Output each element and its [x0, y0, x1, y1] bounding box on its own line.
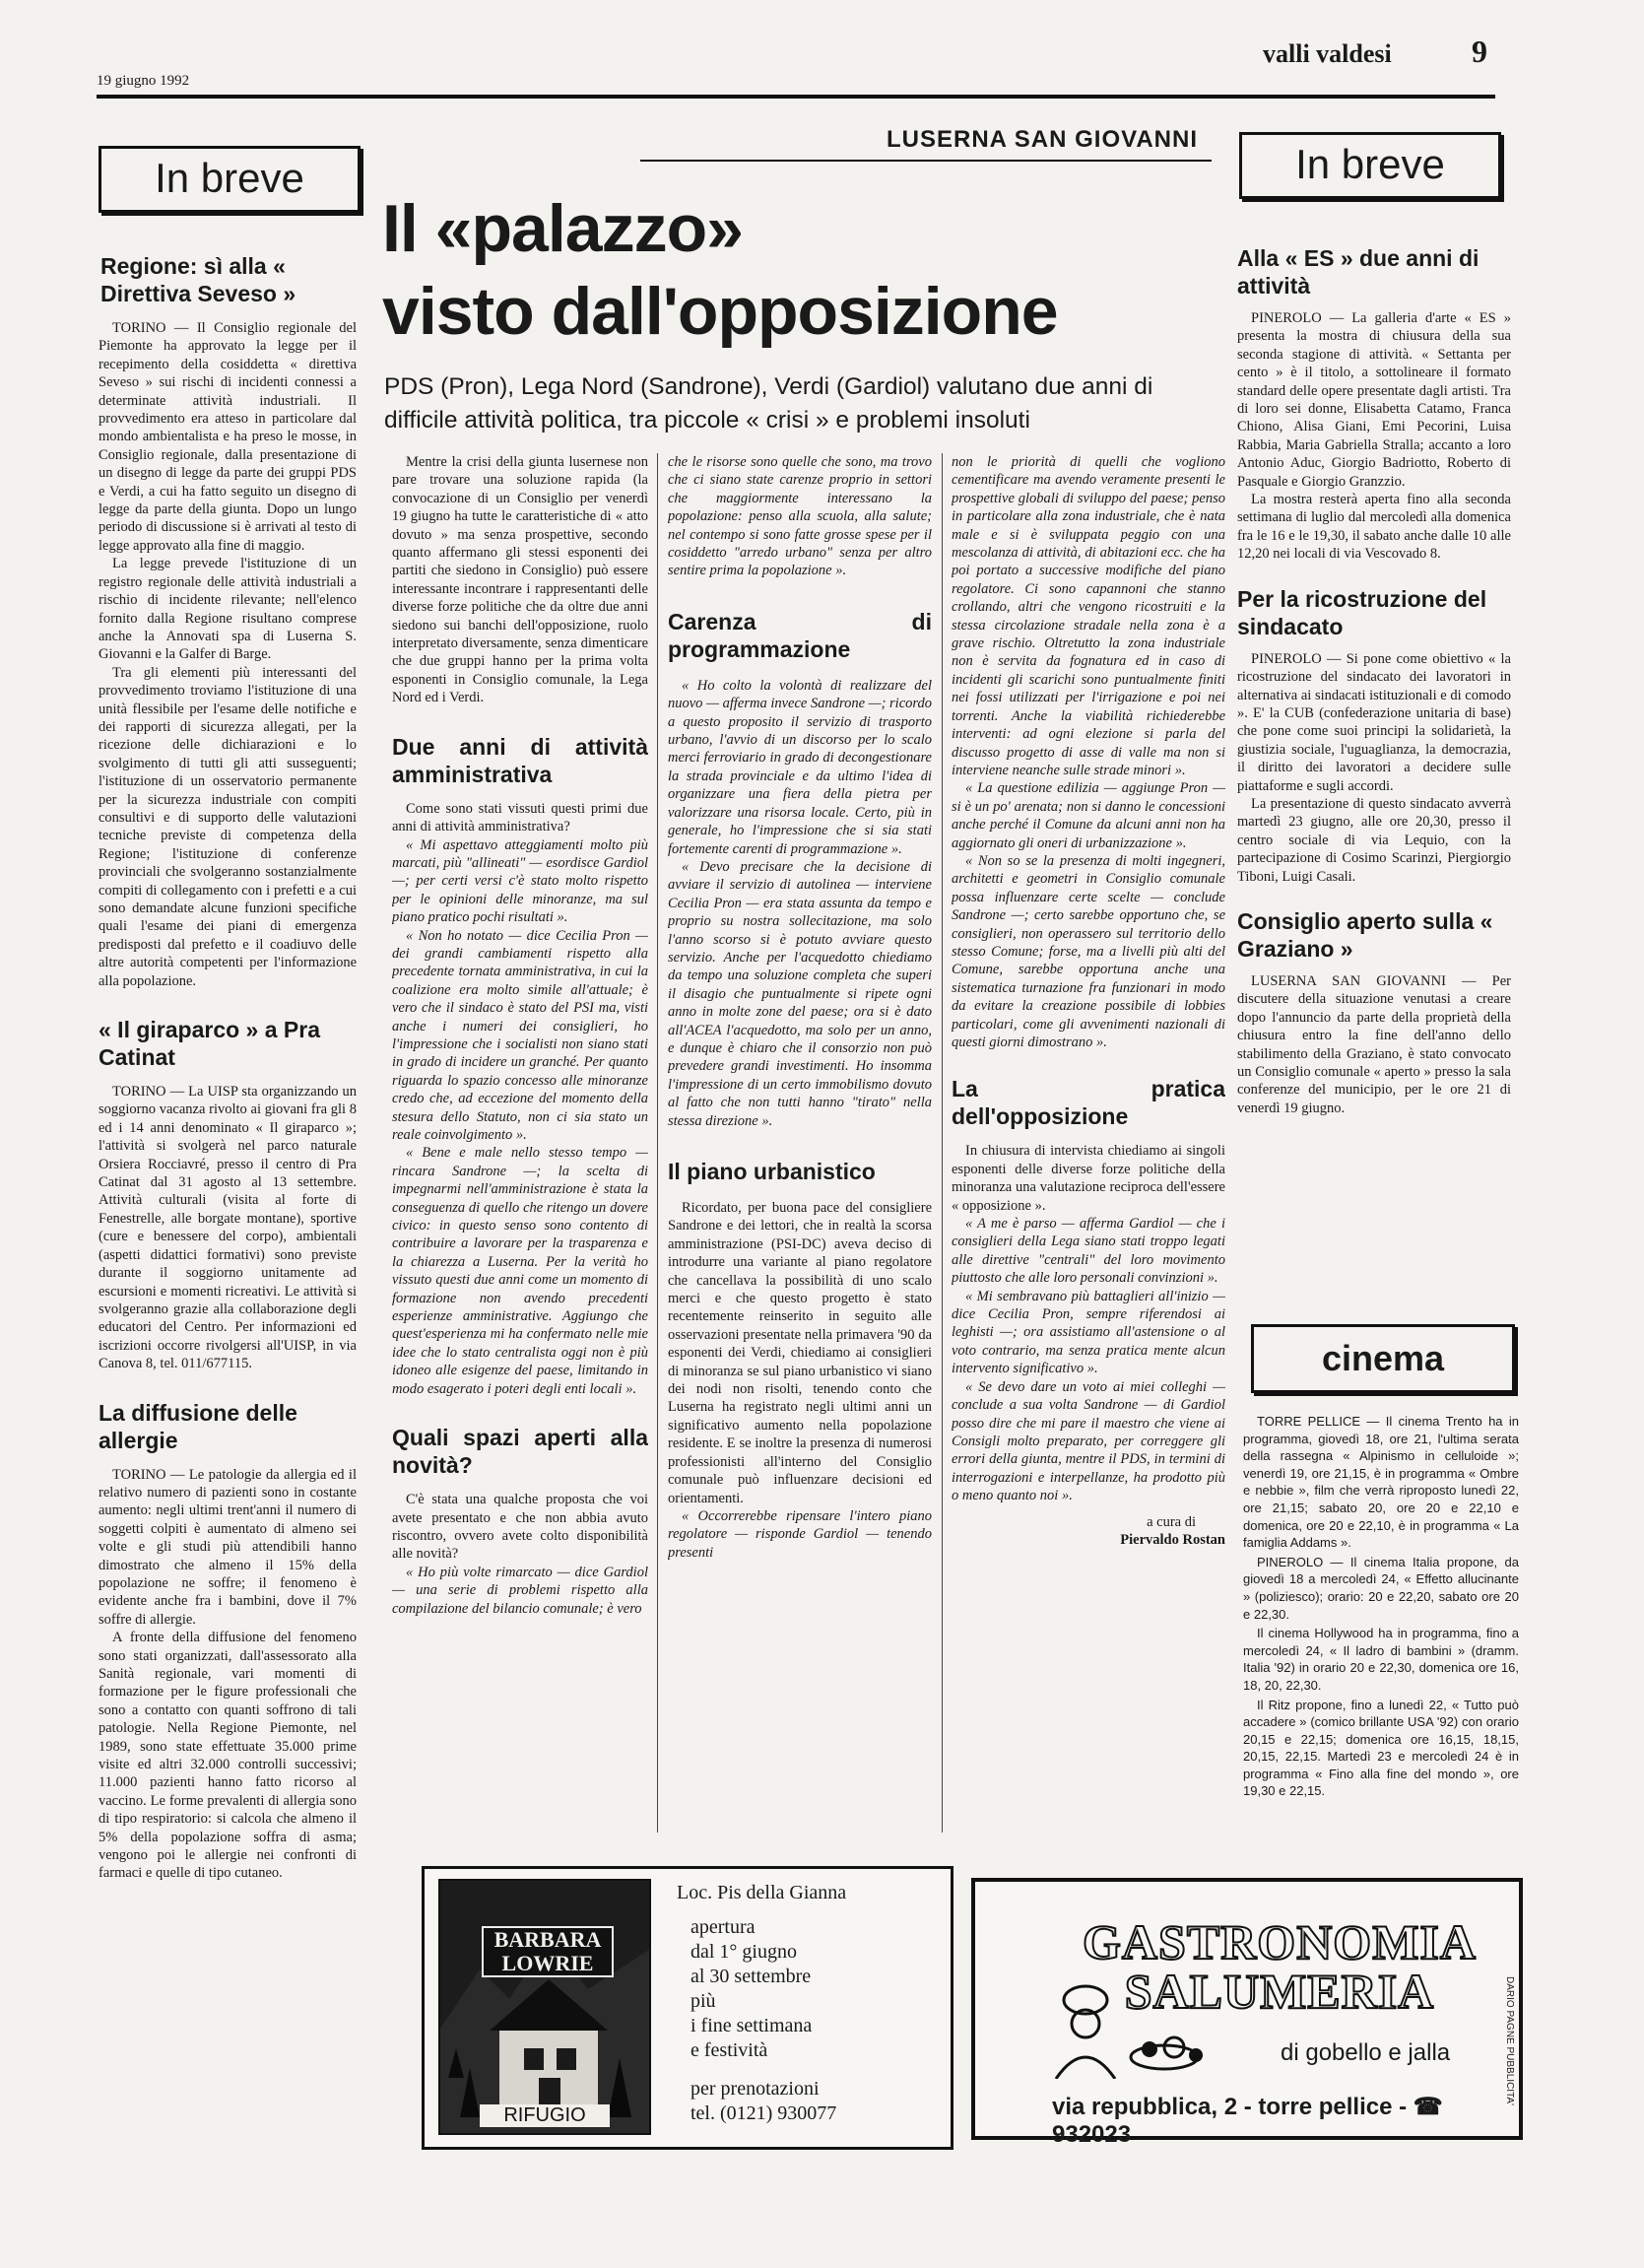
quote-paragraph: « Devo precisare che la decisione di avviare il servizio di autolinea — interviene Cecilia Pron — era stata assunta da tempo e proprio su nostra sollecitazione, ma solo l'anno scorso si è potuto avviare questo servizio. Anche per l'acquedotto chiediamo da tempo una soluzione completa che superi il disagio che puntualmente si ripete ogni anno in molte zone del paese; ora si è dato all'ACEA l'acquedotto, ma solo per un anno, e dunque è chiaro che il consorzio non può prevedere grandi investimenti. Ho insomma l'impressione di un certo immobilismo dovuto al fatto che non tutti hanno "tirato" nella stessa direzione ».	[668, 858, 932, 1129]
brief-text: TORINO — La UISP sta organizzando un soggiorno vacanza rivolto ai giovani fra gli 8 ed i 14 anni denominato « Il giraparco »; l'attività si svolgerà nel parco naturale Orsiera Rocciavré, presso il centro di Pra Catinat dal 31 agosto al 13 settembre. Attività culturali (visita al forte di Fenestrelle, alle borgate montane), sportive (cure e benessere del corpo), ambientali (aspetti didattici formativi) sono previste durante il soggiorno unitamente ad escursioni e momenti ricreativi. Le attività si svolgeranno grazie alla collaborazione degli educatori del Centro. Per informazioni ed iscrizioni occorre rivolgersi all'UISP, in via Canova 8, tel. 011/677115.	[99, 1084, 357, 1372]
rifugio-caption: RIFUGIO	[480, 2104, 610, 2127]
brief-title: Consiglio aperto sulla « Graziano »	[1237, 907, 1493, 962]
publication-name: valli valdesi	[1263, 39, 1392, 68]
rifugio-location: Loc. Pis della Gianna	[677, 1882, 847, 1903]
section-title: LUSERNA SAN GIOVANNI	[887, 126, 1199, 153]
cinema-paragraph: TORRE PELLICE — Il cinema Trento ha in programma, giovedì 18, ore 21, l'ultima serata della rassegna « Alpinismo in celluloide »; venerdì 19, ore 21,15, è in programma « Ombre e nebbie », film che verrà riproposto lunedì 22, ore 21,15; sabato 20, ore 20 e 22,10 e domenica, ore 20 e 22,10, è in programma « La famiglia Addams ».	[1243, 1414, 1519, 1551]
quote-paragraph: « Non ho notato — dice Cecilia Pron — dei grandi cambiamenti rispetto alla precedente tornata amministrativa, in cui la coalizione era molto simile all'attuale; è vero che il sindaco è stato del PSI ma, visti anche i numeri dei consiglieri, ho l'impressione che i socialisti non siano stati in grado di incidere un granché. Per quanto riguarda lo spazio concesso alle minoranze credo che, ad eccezione del momento della stesura dello Statuto, non ci sia stato un reale coinvolgimento ».	[392, 927, 648, 1143]
article-title	[382, 187, 1131, 353]
cinema-listings	[1243, 1413, 1519, 1802]
gastronomia-line: GASTRONOMIA	[1083, 1914, 1477, 1969]
quote-paragraph: « La questione edilizia — aggiunge Pron — si è un po' arenata; non si danno le concessioni anche perché il Comune da alcuni anni non ha aggiornato gli oneri di urbanizzazione ».	[952, 780, 1225, 851]
rifugio-line: e festività	[690, 2039, 768, 2061]
brief-text: TORINO — Le patologie da allergia ed il relativo numero di pazienti sono in costante aumento: negli ultimi trent'anni il numero di soggetti colpiti è aumentato di almeno sei volte e gli studi più attendibili hanno dimostrato che almeno il 15% della popolazione ne soffre; il fenomeno è evidente anche fra i bambini, dove il 7% soffre di allergie.	[99, 1466, 357, 1628]
rifugio-line: i fine settimana	[690, 2015, 813, 2036]
brief-title: Per la ricostruzione del sindacato	[1237, 585, 1487, 639]
sign-text: BARBARA	[493, 1927, 602, 1952]
brief-title: Alla « ES » due anni di attività	[1237, 245, 1480, 299]
left-brief-column	[99, 252, 357, 1883]
article-title-line: visto dall'opposizione	[382, 274, 1058, 349]
quote-paragraph: « Occorrerebbe ripensare l'intero piano regolatore — risponde Gardiol — tenendo presenti	[668, 1507, 932, 1561]
quote-paragraph: « Ho colto la volontà di realizzare del nuovo — afferma invece Sandrone —; ricordo a questo proposito il servizio di trasporto urbano, l'avvio di un discorso per lo scalo merci ferroviario in grado di decongestionare la strada provinciale e da ultimo l'idea di organizzare una fiera della pietra per valorizzare una risorsa locale. Certo, più in generale, ho l'impressione che si sia stati fortemente carenti di programmazione ».	[668, 677, 932, 857]
gastronomia-line: SALUMERIA	[1124, 1964, 1435, 2019]
rifugio-sign	[482, 1926, 614, 1977]
rifugio-line: al 30 settembre	[690, 1966, 812, 1987]
in-breve-right-box: In breve	[1239, 132, 1501, 199]
brief-title: La diffusione delle allergie	[99, 1399, 297, 1453]
article-paragraph: Mentre la crisi della giunta lusernese non pare trovare una soluzione rapida (la convocazione di un Consiglio per venerdì 19 giugno ha tutte le caratteristiche di « atto dovuto » ma senza prospettive, secondo quanto affermano gli stessi esponenti dei partiti che siedono in Consiglio) può essere interessante incontrare i rappresentanti delle diverse forze politiche che da oltre due anni siedono sui banchi dell'opposizione, ruolo interpretato diversamente, senza dimenticare che due gruppi hanno per la prima volta esponenti in Consiglio comunale, la Lega Nord ed i Verdi.	[392, 454, 648, 706]
article-column-2	[668, 453, 932, 1840]
chef-icon	[1026, 1980, 1223, 2079]
subheading: Quali spazi aperti alla novità?	[392, 1425, 648, 1479]
quote-paragraph: non le priorità di quelli che vogliono cementificare ma avendo veramente presenti le prospettive globali di sviluppo del paese; penso in particolare alla zona industriale, che è nata male e si è sviluppata peggio con una mescolanza di attività, di abitazioni ecc. che ha poi portato a successive modifiche del piano regolatore. Ci sono capannoni che stanno crollando, altri che vengono ricostruiti e la stessa circolazione stradale nella zona è a grave rischio. Oltretutto la zona industriale non è servita da fognatura ed in caso di incidenti gli scarichi sono puntualmente finiti nei fossi utilizzati per l'irrigazione e poi nei torrenti. Anche la viabilità richiederebbe interventi: ad ogni elezione si parla del discusso progetto di asse di valle ma non si interviene neanche sulle strade minori ».	[952, 454, 1225, 778]
brief-text: Tra gli elementi più interessanti del provvedimento troviamo l'istituzione di una unità flessibile per l'esame delle notifiche e dei rapporti di sicurezza allegati, per la ricezione delle dichiarazioni e lo svolgimento di tutti gli atti susseguenti; l'istituzione di un osservatorio permanente per la sicurezza industriale con compiti consultivi e di supporto delle valutazioni tecniche previste di competenza della Regione; l'istituzione di conferenze provinciali che svolgeranno sostanzialmente compiti di collegamento con i prefetti e a cui sono demandate alcune funzioni specifiche quali l'esame dei piani di emergenza predisposti dal prefetto e il coadiuvo delle altre autorità competenti per l'informazione alla popolazione.	[99, 664, 357, 989]
article-title-line: Il «palazzo»	[382, 191, 743, 266]
byline-prefix: a cura di	[1147, 1513, 1196, 1530]
cinema-paragraph: PINEROLO — Il cinema Italia propone, da giovedì 18 a mercoledì 24, « Effetto allucinante » (poliziesco); orario: 20 e 22,20, sabato ore 20 e 22,30.	[1243, 1554, 1519, 1622]
subheading: La pratica dell'opposizione	[952, 1076, 1225, 1130]
article-paragraph: Come sono stati vissuti questi primi due anni di attività amministrativa?	[392, 800, 648, 835]
gastronomia-owners: di gobello e jalla	[1281, 2039, 1451, 2066]
rifugio-line: dal 1° giugno	[690, 1941, 797, 1963]
sign-text: LOWRIE	[501, 1951, 594, 1975]
quote-paragraph: « Bene e male nello stesso tempo — rincara Sandrone —; la scelta di impegnarmi nell'amministrazione è stata la conseguenza di quello che ritengo un dovere civico: in questo senso sono contento di contribuire a lavorare per la trasparenza e la chiarezza a Luserna. Per la verità ho vissuto questi due anni come un momento di formazione non avendo precedenti esperienze amministrative. Aggiungo che quest'esperienza mi ha confermato nelle mie idee che lo stato centralista oggi non è più idoneo alle esigenze del paese, limitando in modo esagerato i poteri degli enti locali ».	[392, 1145, 648, 1397]
byline	[952, 1513, 1225, 1549]
subheading: Carenza di programmazione	[668, 608, 932, 662]
quote-paragraph: « Se devo dare un voto ai miei colleghi — conclude a sua volta Sandrone — di Gardiol posso dire che mi pare il maestro che viene ai Consigli molto preparato, per correggere gli errori della giunta, mentre il PDS, in termini di interrogazioni e interpellanze, ha prodotto più o meno quanto noi ».	[952, 1378, 1225, 1504]
quote-paragraph: « Mi sembravano più battaglieri all'inizio — dice Cecilia Pron, sempre riferendosi ai leghisti —; ora assistiamo all'astensione o al voto contrario, ma senza pratica mente alcun intervento significativo ».	[952, 1288, 1225, 1377]
subheading: Il piano urbanistico	[668, 1159, 876, 1184]
brief-title: Regione: sì alla « Direttiva Seveso »	[100, 253, 296, 306]
cinema-paragraph: Il Ritz propone, fino a lunedì 22, « Tutto può accadere » (comico brillante USA '92) con orario 20,15 e 22,15; domenica ore 16,15, 18,15, 20,15, 22,15. Martedì 23 e mercoledì 24 è in programma « Fino alla fine del mondo », ore 19,30 e 22,15.	[1243, 1697, 1519, 1799]
mountain-house-icon	[440, 1881, 649, 2133]
rifugio-line: per prenotazioni	[690, 2078, 820, 2100]
ad-credit: DARIO PAGNE PUBBLICITA'	[1504, 1976, 1515, 2106]
rifugio-ad	[422, 1866, 954, 2150]
quote-paragraph: « Mi aspettavo atteggiamenti molto più marcati, più "allineati" — esordisce Gardiol —; per certi versi c'è stato molto rispetto per le opinioni delle minoranze, ma sul piano pratico pochi risultati ».	[392, 836, 648, 926]
gastronomia-address: via repubblica, 2 - torre pellice - ☎ 932023	[1052, 2094, 1443, 2148]
subheading: Due anni di attività amministrativa	[392, 733, 648, 787]
brief-text: La mostra resterà aperta fino alla seconda settimana di luglio dal mercoledì alla domenica fra le 16 e le 19,30, il sabato anche dalle 10 alle 12,20 nei locali di via Vescovado 8.	[1237, 492, 1511, 563]
column-divider	[942, 453, 943, 1833]
in-breve-left-box: In breve	[99, 146, 361, 213]
brief-text: TORINO — Il Consiglio regionale del Piemonte ha approvato la legge per il recepimento della cosiddetta « direttiva Seveso » sui rischi di incidenti connessi a determinate attività industriali. Il provvedimento era atteso in particolare dal mondo ambientalista e ha preso le mosse, in Consiglio regionale, dalla presentazione di un disegno di legge da parte dei gruppi PDS e Verdi, a cui ha fatto seguito un disegno di legge da parte della giunta. Dopo un lungo periodo di discussione si è arrivati al testo di legge approvato alla fine di maggio.	[99, 320, 357, 554]
brief-text: PINEROLO — Si pone come obiettivo « la ricostruzione del sindacato dei lavoratori in alternativa ai sindacati istituzionali e di comodo ». E' la CUB (confederazione unitaria di base) che pone come suoi principi la solidarietà, la giustizia sociale, l'uguaglianza, la democrazia, il diritto dei lavoratori a decidere sulle piattaforme e sugli accordi.	[1237, 650, 1511, 794]
brief-text: La presentazione di questo sindacato avverrà martedì 23 giugno, alle ore 20,30, presso il centro sociale di via Lequio, con la partecipazione di Cosimo Scarinzi, Piergiorgio Tiboni, Luigi Casali.	[1237, 795, 1511, 885]
brief-text: LUSERNA SAN GIOVANNI — Per discutere della situazione venutasi a creare dopo l'annuncio da parte della proprietà della chiusura entro la fine dell'anno dello stabilimento della Graziano, è stato convocato un Consiglio comunale « aperto » presso la sala conferenze del municipio, per le ore 21 di venerdì 19 giugno.	[1237, 972, 1511, 1116]
quote-paragraph: « Non so se la presenza di molti ingegneri, architetti e geometri in Consiglio comunale possa influenzare certe scelte — conclude Sandrone —; certo sarebbe opportuno che, se consiglieri, non operassero sul territorio dello stesso Comune; forse, ma a livelli più alti del Comune, sarebbe opportuna anche una sistematica turnazione fra funzionari in modo da evitare la creazione possibile di lobbies particolari, come gli avvenimenti nazionali di questi giorni dimostrano ».	[952, 852, 1225, 1050]
cinema-paragraph: Il cinema Hollywood ha in programma, fino a mercoledì 24, « Il ladro di bambini » (dramm. Italia '92) in orario 20 e 22,30, domenica ore 16, 18, 20, 22,30.	[1243, 1626, 1519, 1693]
column-divider	[657, 453, 658, 1833]
cinema-box: cinema	[1251, 1324, 1515, 1393]
rifugio-phone: tel. (0121) 930077	[690, 2102, 837, 2124]
quote-paragraph: « Ho più volte rimarcato — dice Gardiol — una serie di problemi rispetto alla compilazione del bilancio comunale; è vero	[392, 1564, 648, 1617]
article-summary: PDS (Pron), Lega Nord (Sandrone), Verdi (Gardiol) valutano due anni di difficile attività politica, tra piccole « crisi » e problemi insoluti	[384, 373, 1153, 434]
article-paragraph: In chiusura di intervista chiediamo ai singoli esponenti delle diverse forze politiche della minoranza una valutazione reciproca dell'essere « opposizione ».	[952, 1143, 1225, 1214]
right-brief-column	[1237, 244, 1511, 1117]
byline-author: Piervaldo Rostan	[1120, 1531, 1225, 1548]
rifugio-line: apertura	[690, 1916, 756, 1938]
article-column-1	[392, 453, 648, 1840]
article-paragraph: Ricordato, per buona pace del consigliere Sandrone e dei lettori, che in realtà la scorsa amministrazione (PSI-DC) aveva deciso di introdurre una variante al piano regolatore che cancellava la possibilità di uno scalo merci e che questo progetto è stato recentemente reinserito in seguito alle osservazioni presentate nella primavera '90 da esponenti dei Verdi, chiediamo ai consiglieri di minoranza se sul piano urbanistico vi siano dei nodi non risolti, tenendo conto che Luserna ha registrato negli ultimi anni un significativo aumento nella popolazione residente. E se inoltre la presenza di numerosi professionisti all'interno del Consiglio comunale può influenzare decisioni ed orientamenti.	[668, 1200, 932, 1506]
brief-title: « Il giraparco » a Pra Catinat	[99, 1017, 321, 1071]
rifugio-illustration	[438, 1879, 651, 2135]
brief-text: La legge prevede l'istituzione di un registro regionale delle attività industriali a rischio di incidente rilevante; nell'elenco fornito dalla Regione risultano comprese anche la Annovati spa di Luserna S. Giovanni e la Galfer di Barge.	[99, 556, 357, 663]
brief-text: A fronte della diffusione del fenomeno sono stati organizzati, dall'assessorato alla Sanità regionale, vari momenti di formazione per le figure professionali che sono a contatto con quanti soffrono di tali patologie. Nella Regione Piemonte, nel 1989, sono state effettuate 35.000 prime visite ed altri 32.000 controlli successivi; 11.000 pazienti hanno fatto ricorso al vaccino. Le forme prevalenti di allergia sono di tipo respiratorio: si calcola che almeno il 5% della popolazione soffra di asma; vengono poi le allergie nei confronti di farmaci e quelle di tipo cutaneo.	[99, 1630, 357, 1882]
header-rule	[97, 95, 1495, 99]
article-column-3	[952, 453, 1225, 1833]
page-number: 9	[1472, 33, 1487, 69]
rifugio-line: più	[690, 1990, 716, 2012]
quote-paragraph: che le risorse sono quelle che sono, ma trovo che ci siano state carenze proprio in settori che maggiormente interessano la popolazione: penso alla scuola, alla salute; nel contempo si sono fatte grosse spese per il cosiddetto "arredo urbano" senza per altro sentire prima la popolazione ».	[668, 454, 932, 579]
brief-text: PINEROLO — La galleria d'arte « ES » presenta la mostra di chiusura della sua seconda stagione di attività. « Settanta per cento » è il titolo, a sottolineare il formato standard delle opere presentate dagli artisti. Tra di loro sei donne, Elisabetta Catamo, Franca Chiono, Alisa Giani, Emi Pecorini, Luisa Rabbia, Maria Gabriella Stralla; accanto a loro Antonio Aduc, Giorgio Badriotto, Roberto di Pasquale e Giorgio Granzzio.	[1237, 310, 1511, 490]
quote-paragraph: « A me è parso — afferma Gardiol — che i consiglieri della Lega siano stati troppo legati alle direttive "centrali" del loro movimento piuttosto che alle loro personali convinzioni ».	[952, 1216, 1225, 1287]
gastronomia-ad	[971, 1878, 1523, 2148]
header-date: 19 giugno 1992	[97, 73, 190, 89]
section-rule	[640, 160, 1212, 162]
rifugio-info	[677, 1881, 937, 2126]
article-paragraph: C'è stata una qualche proposta che voi avete presentato e che non abbia avuto riscontro, ovvero avete colto disponibilità alle novità?	[392, 1492, 648, 1563]
